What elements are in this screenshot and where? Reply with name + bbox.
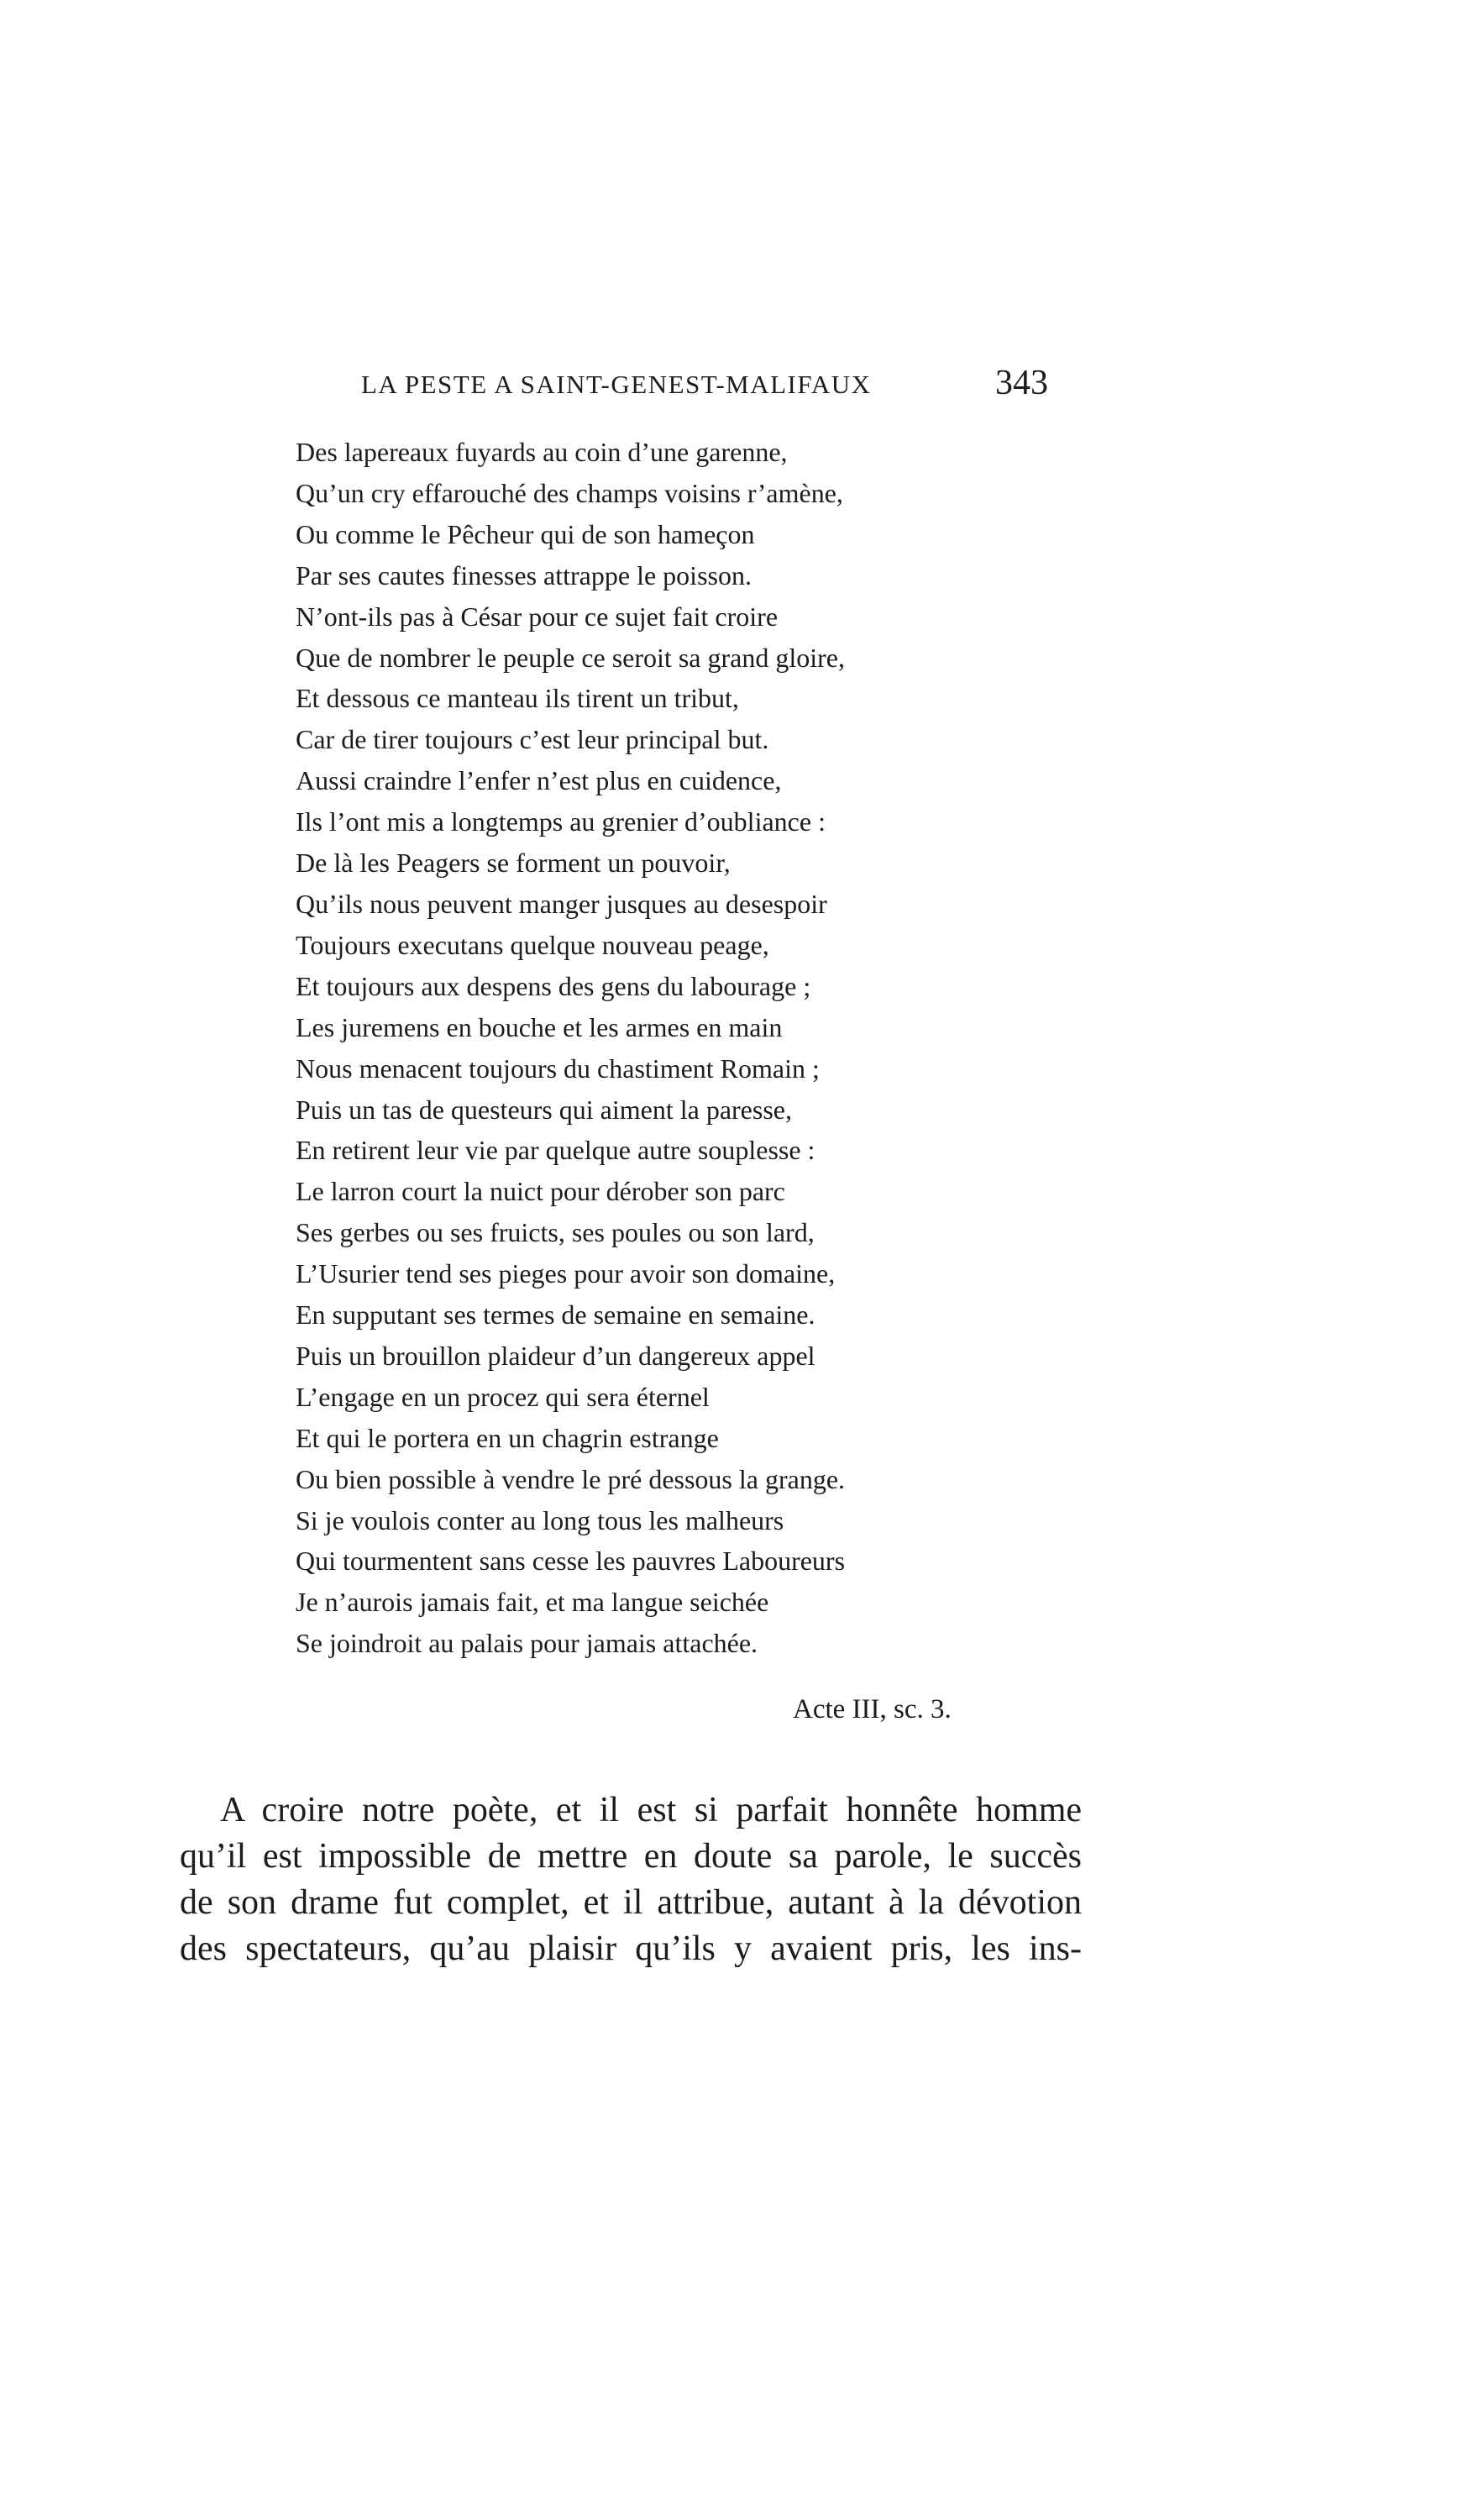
verse-line: Par ses cautes finesses attrappe le poisson. <box>296 559 752 591</box>
prose-line: A croire notre poète, et il est si parfait honnête homme <box>220 1791 1082 1829</box>
verse-line: Qu’ils nous peuvent manger jusques au desespoir <box>296 888 827 919</box>
running-title: LA PESTE A SAINT-GENEST-MALIFAUX <box>361 370 872 399</box>
verse-line: Se joindroit au palais pour jamais attachée. <box>296 1628 758 1659</box>
act-scene-citation: Acte III, sc. 3. <box>793 1694 952 1724</box>
verse-line: Et dessous ce manteau ils tirent un tribut, <box>296 683 739 714</box>
verse-line: En supputant ses termes de semaine en semaine. <box>296 1299 815 1331</box>
page-number: 343 <box>995 364 1048 402</box>
verse-line: Ou bien possible à vendre le pré dessous la grange. <box>296 1463 846 1494</box>
verse-line: Si je voulois conter au long tous les malheurs <box>296 1504 784 1535</box>
verse-line: Toujours executans quelque nouveau peage, <box>296 929 769 960</box>
verse-line: Des lapereaux fuyards au coin d’une garenne, <box>296 437 788 467</box>
verse-line: Ils l’ont mis a longtemps au grenier d’oubliance : <box>296 806 826 837</box>
verse-line: Et toujours aux despens des gens du labourage ; <box>296 970 811 1001</box>
prose-line: de son drame fut complet, et il attribue, autant à la dévotion <box>180 1883 1082 1922</box>
prose-paragraph <box>180 1787 1082 1972</box>
verse-line: De là les Peagers se forment un pouvoir, <box>296 848 731 879</box>
verse-line: Aussi craindre l’enfer n’est plus en cuidence, <box>296 765 782 796</box>
verse-line: Ses gerbes ou ses fruicts, ses poules ou son lard, <box>296 1217 815 1248</box>
verse-line: Puis un tas de questeurs qui aiment la paresse, <box>296 1094 792 1125</box>
verse-line: N’ont-ils pas à César pour ce sujet fait croire <box>296 601 779 632</box>
verse-line: En retirent leur vie par quelque autre souplesse : <box>296 1135 815 1166</box>
verse-line: Car de tirer toujours c’est leur principal but. <box>296 724 769 755</box>
verse-line: L’engage en un procez qui sera éternel <box>296 1381 710 1412</box>
verse-line: Qui tourmentent sans cesse les pauvres Laboureurs <box>296 1546 846 1577</box>
verse-line: Le larron court la nuict pour dérober son parc <box>296 1176 785 1207</box>
verse-block <box>296 432 845 1664</box>
verse-line: Nous menacent toujours du chastiment Romain ; <box>296 1052 820 1084</box>
verse-line: Ou comme le Pêcheur qui de son hameçon <box>296 518 755 549</box>
prose-line: des spectateurs, qu’au plaisir qu’ils y avaient pris, les ins- <box>180 1929 1082 1968</box>
verse-line: Puis un brouillon plaideur d’un dangereux appel <box>296 1340 815 1371</box>
verse-line: Et qui le portera en un chagrin estrange <box>296 1422 719 1453</box>
verse-line: Que de nombrer le peuple ce seroit sa grand gloire, <box>296 642 845 673</box>
verse-line: Je n’aurois jamais fait, et ma langue seichée <box>296 1587 769 1618</box>
prose-line: qu’il est impossible de mettre en doute sa parole, le succès <box>180 1837 1082 1876</box>
verse-line: Les juremens en bouche et les armes en main <box>296 1011 783 1042</box>
verse-line: Qu’un cry effarouché des champs voisins r’amène, <box>296 477 843 508</box>
verse-line: L’Usurier tend ses pieges pour avoir son domaine, <box>296 1258 836 1289</box>
